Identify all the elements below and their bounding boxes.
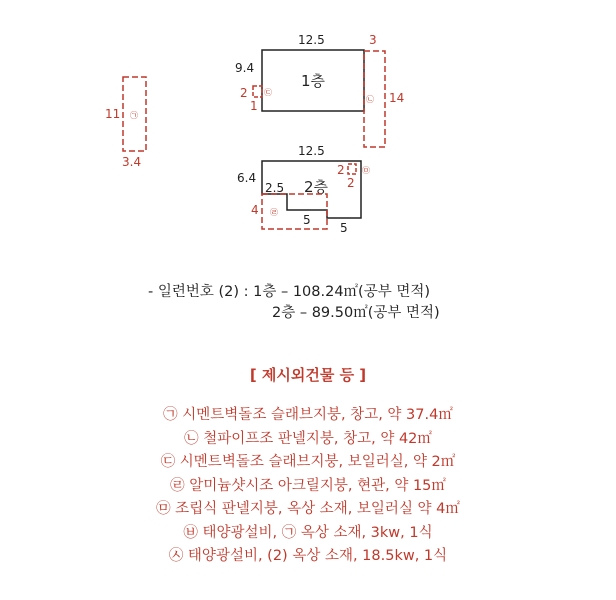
list-item: ㉣ 알미늄샷시조 아크릴지붕, 현관, 약 15㎡ [170, 477, 446, 494]
annex-d-width: 1 [250, 99, 258, 113]
annex-m-outline [348, 164, 356, 174]
annex-n-mark: ㉡ [366, 95, 374, 104]
annex-d-mark: ㉢ [264, 88, 272, 97]
annex-g-width: 3.4 [122, 155, 142, 169]
floor1-height: 9.4 [235, 61, 255, 75]
list-item: ㉤ 조립식 판넬지붕, 옥상 소재, 보일러실 약 4㎡ [156, 501, 460, 517]
floor2-bottom-right: 5 [340, 221, 348, 235]
annex-g-mark: ㉠ [130, 111, 138, 120]
list-item: ㉠ 시멘트벽돌조 슬래브지붕, 창고, 약 37.4㎡ [163, 407, 453, 423]
floor2-label: 2층 [304, 178, 329, 196]
list-item: ㉦ 태양광설비, (2) 옥상 소재, 18.5kw, 1식 [168, 548, 448, 564]
floor2-step-bottom: 5 [303, 213, 311, 227]
annex-g-height: 11 [105, 107, 121, 121]
summary-line-1: - 일련번호 (2) : 1층 – 108.24㎡(공부 면적) [148, 284, 431, 300]
floor2-step-width: 2.5 [265, 181, 285, 195]
floor1-width: 12.5 [298, 33, 325, 47]
annex-n-height: 14 [389, 91, 405, 105]
floor2-width: 12.5 [298, 144, 325, 158]
area-summary [148, 282, 440, 324]
annex-r-height: 4 [251, 203, 259, 217]
annex-d-outline [253, 86, 262, 97]
annex-d-height: 2 [240, 86, 248, 100]
annex-r-mark: ㉣ [270, 208, 278, 217]
annex-m-height: 2 [337, 163, 345, 177]
list-item: ㉡ 철파이프조 판넬지붕, 창고, 약 42㎡ [184, 430, 432, 447]
list-item: ㉥ 태양광설비, ㉠ 옥상 소재, 3kw, 1식 [183, 524, 433, 541]
floor2-height: 6.4 [237, 171, 257, 185]
annex-n-width: 3 [369, 33, 377, 47]
summary-line-2: 2층 – 89.50㎡(공부 면적) [272, 305, 440, 321]
annex-m-mark: ㉤ [362, 166, 370, 175]
floor1-label: 1층 [301, 72, 326, 90]
annex-list [0, 404, 616, 569]
annex-m-width: 2 [347, 176, 355, 190]
section-title: [ 제시외건물 등 ] [249, 366, 367, 384]
list-item: ㉢ 시멘트벽돌조 슬래브지붕, 보일러실, 약 2㎡ [160, 454, 456, 470]
